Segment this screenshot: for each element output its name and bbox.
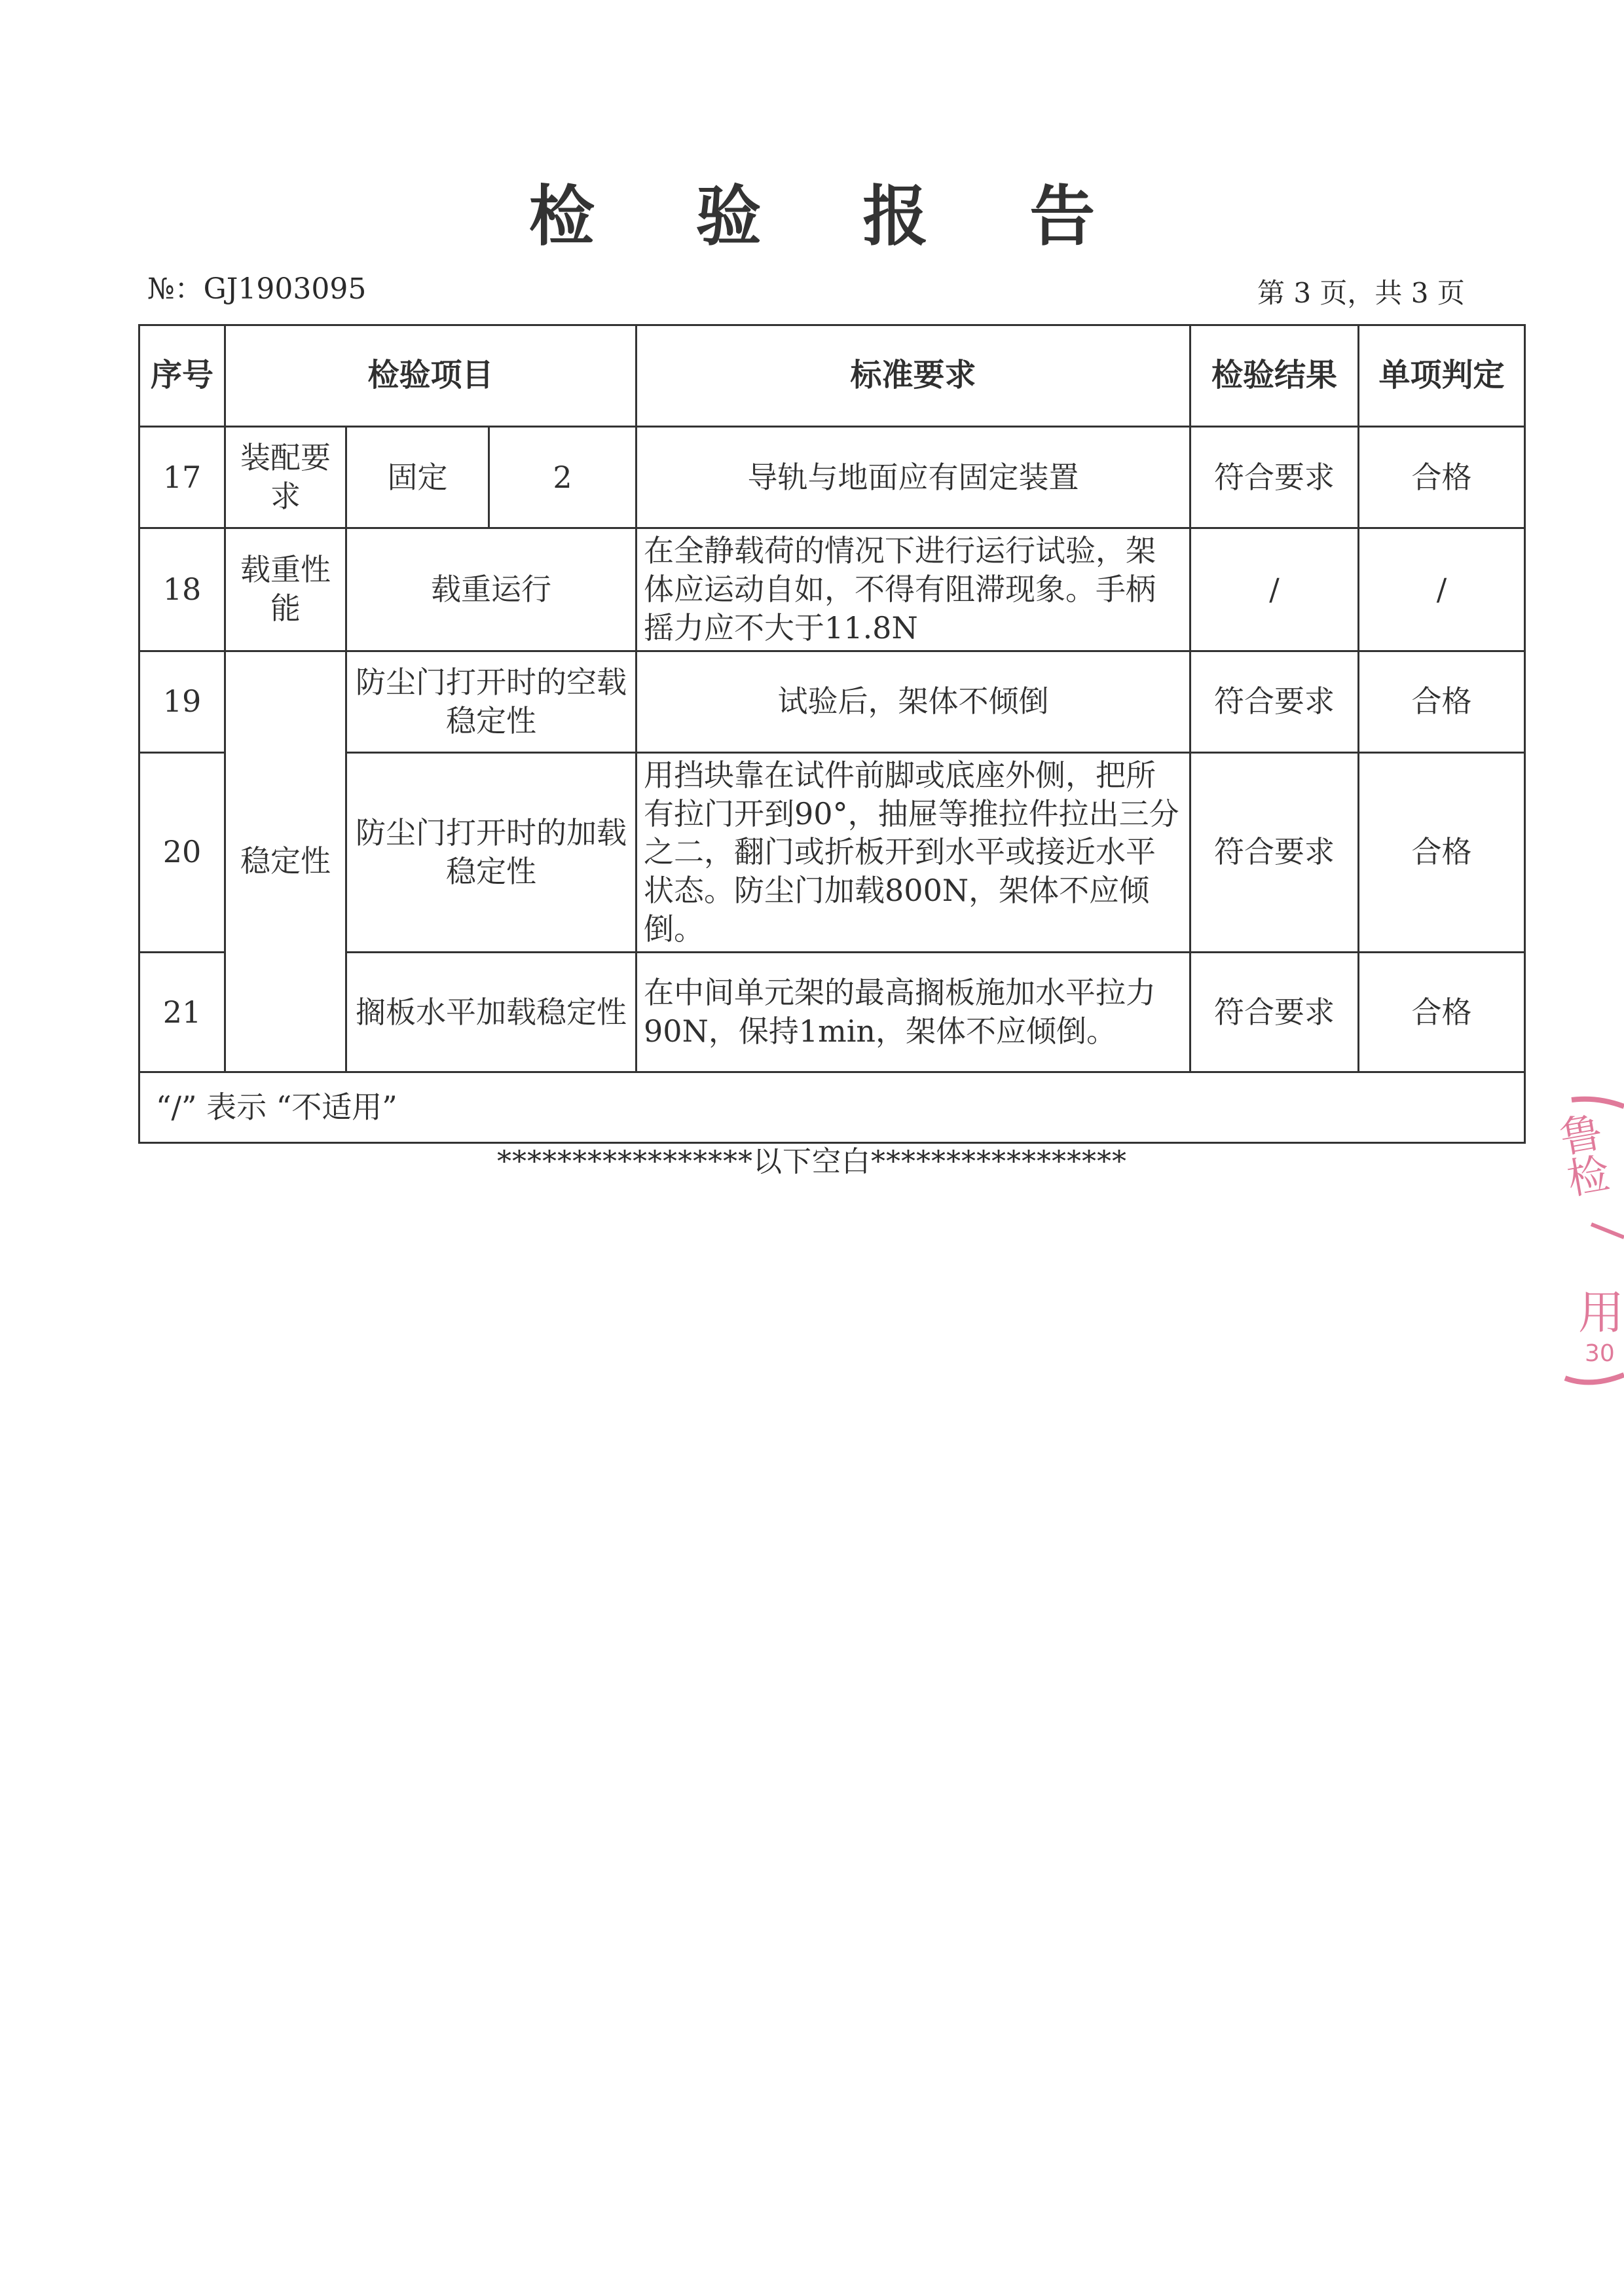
row-item: 载重运行 <box>346 528 637 651</box>
table-note: “/” 表示 “不适用” <box>139 1072 1525 1143</box>
row-result: 符合要求 <box>1190 427 1359 528</box>
partial-seal-stamp <box>1552 1080 1624 1394</box>
row-seq: 17 <box>139 427 225 528</box>
row-seq: 19 <box>139 651 225 752</box>
seal-text-code: 30 <box>1585 1340 1615 1367</box>
table-row <box>139 427 1525 528</box>
header-item: 检验项目 <box>225 325 637 427</box>
row-judgement: 合格 <box>1359 427 1525 528</box>
row-category: 装配要求 <box>225 427 346 528</box>
table-note-row <box>139 1072 1525 1143</box>
row-standard: 用挡块靠在试件前脚或底座外侧，把所有拉门开到90°，抽屉等推拉件拉出三分之二，翻门或折板开到水平或接近水平状态。防尘门加载800N，架体不应倾倒。 <box>637 752 1190 952</box>
row-judgement: / <box>1359 528 1525 651</box>
table-header-row <box>139 325 1525 427</box>
header-result: 检验结果 <box>1190 325 1359 427</box>
header-standard: 标准要求 <box>637 325 1190 427</box>
inspection-table <box>138 324 1526 1144</box>
row-result: 符合要求 <box>1190 651 1359 752</box>
row-standard: 导轨与地面应有固定装置 <box>637 427 1190 528</box>
row-category: 载重性能 <box>225 528 346 651</box>
row-judgement: 合格 <box>1359 752 1525 952</box>
row-seq: 20 <box>139 752 225 952</box>
row-judgement: 合格 <box>1359 953 1525 1072</box>
table-row <box>139 651 1525 752</box>
row-category: 稳定性 <box>225 651 346 1072</box>
row-result: 符合要求 <box>1190 752 1359 952</box>
row-result: 符合要求 <box>1190 953 1359 1072</box>
table-row <box>139 528 1525 651</box>
row-sub: 2 <box>489 427 637 528</box>
header-judgement: 单项判定 <box>1359 325 1525 427</box>
table-row <box>139 953 1525 1072</box>
table-row <box>139 752 1525 952</box>
seal-text-mid: 用 <box>1578 1286 1624 1339</box>
row-standard: 在中间单元架的最高搁板施加水平拉力90N，保持1min，架体不应倾倒。 <box>637 953 1190 1072</box>
row-seq: 21 <box>139 953 225 1072</box>
row-standard: 试验后，架体不倾倒 <box>637 651 1190 752</box>
row-result: / <box>1190 528 1359 651</box>
row-item: 搁板水平加载稳定性 <box>346 953 637 1072</box>
report-title: 检 验 报 告 <box>528 177 1135 255</box>
row-judgement: 合格 <box>1359 651 1525 752</box>
header-seq: 序号 <box>139 325 225 427</box>
row-item: 固定 <box>346 427 489 528</box>
report-number: №：GJ1903095 <box>147 272 367 306</box>
row-item: 防尘门打开时的加载稳定性 <box>346 752 637 952</box>
row-standard: 在全静载荷的情况下进行运行试验，架体应运动自如，不得有阻滞现象。手柄摇力应不大于11.8N <box>637 528 1190 651</box>
row-seq: 18 <box>139 528 225 651</box>
blank-below-marker: *****************以下空白***************** <box>497 1145 1127 1178</box>
page-info: 第 3 页，共 3 页 <box>1257 277 1465 309</box>
row-item: 防尘门打开时的空载稳定性 <box>346 651 637 752</box>
seal-text-top: 鲁检 <box>1556 1108 1614 1205</box>
